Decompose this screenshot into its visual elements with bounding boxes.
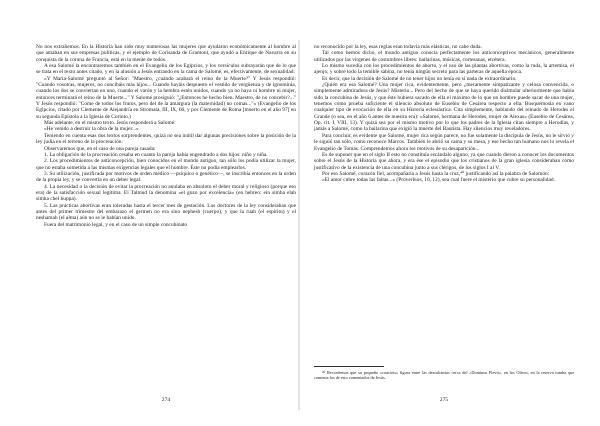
paragraph: no reconocido por la ley, esas reglas eran todavía más elásticas, no cabe duda. <box>314 44 482 50</box>
paragraph: «He venido a destruir la obra de la mujer...» <box>44 126 139 133</box>
paragraph: Más adelante, en el mismo texto. Jesús responderá a Salomé: <box>44 120 176 127</box>
footnote-text: ⁴⁰ Recordemos que su pequeño «courtois» figura entre las descubiertas cerca del «Dominus Flevit», en los Olivos, en la reserva tumba que comenta los de esto comentados de Jesús. <box>314 370 574 381</box>
paragraph: No nos extrañemos. En la Historia han sido muy numerosas las mujeres que ayudaron económicamente al hombre al que amaban en sus empresas políticas, y el ejemplo de Corisanda de Gramont, que ayudó a Enrique de Navarra en su conquista de la corona de Francia, está en la mente de todos. <box>36 44 296 63</box>
left-page-body <box>36 44 296 228</box>
right-page-body <box>314 44 574 344</box>
paragraph: Tal como hemos dicho, el mundo antiguo conocía perfectamente los anticonceptivos mecánicos, generalmente utilizados por las vírgenes de costumbres libres: bailarinas, músicas, cortesanas, etcétera. <box>314 50 574 63</box>
paragraph: Teniendo en cuenta esas dos textos sorprendentes, quizá no sea inútil dar algunas precisiones sobre la posición de la ley judía en el terreno de la procreación: <box>36 132 296 146</box>
paragraph: Es de suponer que en el siglo II esto no constituía escándalo alguno, ya que cuando dieron a conocer los documentos sobre el Jesús de la Historia que ahora, y era ése el episodio que los cristianos de la gran iglesia consideraban como justificativo de la existencia de una concubina junto a sus clérigos, de los siglos I al V. <box>314 151 574 171</box>
paragraph: 3. Su utilización, justificada por motivos de orden médico —psíquico o genético—, se inscribía entonces en la orden de la propia ley, y se convertía en un deber legal. <box>36 170 296 184</box>
right-page <box>314 44 574 404</box>
paragraph: 1. La obligación de la procreación cesaba en cuanto la pareja había engendrado a dos hijos: niño y niña. <box>44 151 268 158</box>
book-gutter <box>298 40 300 410</box>
paragraph: ¿Quién era esa Salomé? Una mujer rica, evidentemente, pero ¿meramente simpatizante y celosa convencida, o simplemente admiradora de Jesús? Misterio... Pero del hecho de que se haya querido disimular ulteriormente que había sido la concubina de Jesús, y que éste hubiera sacado de ella el máximo de lo que un hombre puede sacar de una mujer, tenemos como prueba suficiente el silencio absoluto de Eusebio de Cesárea respecto a ella. Busquémosla en vano cualquier tipo de evocación de ella en su Historia eclesiástica. Cita simplemente, hablando del reinado de Herodes el Grande (o sea, en el año 6 antes de nuestra era): «Salomé, hermana de Herodes, mujer de Alexas» (Eusebio de Cesárea, Op. cit. I, VIII, 13). Y quizá sea por el mismo motivo por lo que los padres de la Iglesia citan siempre a Herodías, y jamás a Salomé, como la bailarina que exigió la muerte del Bautista. Hay silencios muy reveladores. <box>314 82 574 133</box>
paragraph: Es decir, que la decisión de Salomé de no tener hijos no tenía en sí nada de extraordinario. <box>322 75 517 82</box>
left-page <box>36 44 296 404</box>
footnote-rule <box>314 366 384 367</box>
paragraph: 2. Los procedimientos de anticoncepción, bien conocidos en el mundo antiguo, tan sólo los podía utilizar la mujer, que no estaba sometida a las mismas exigencias legales que el hombre. Éste no podía emplearlos. <box>36 158 296 171</box>
paragraph: 5. Las prácticas abortivas eran toleradas hasta el tercer mes de gestación. Los doctores de la ley consideraban que antes del primer trimestre del embarazo el germen no era sino nephesh (cuerpo), y que la ruah (el espíritu) y el neshamah (el alma) aún no se le habían unido. <box>36 202 296 222</box>
paragraph: Lo mismo sucedía con los procedimientos de aborto, y el uso de las plantas abortivas, como la ruda, la artemisa, el ajenjo, y sobre todo la temible sabina, no tenía ningún secreto para las parteras de aquella época. <box>314 63 574 76</box>
paragraph: A esa Salomé la encontraremos también en el Evangelio de los Egipcios, y los versículos subrayarán que de lo que se trata en el texto antes citado, y en la alusión a Jesús entrando en la cama de Salomé, es, efectivamente, de sexualidad: <box>36 63 296 76</box>
paragraph: Por eso Salomé, corazón fiel, acompañaría a Jesús hasta la cruz,⁴⁰ justificando así la palabra de Salomón: <box>322 170 550 177</box>
paragraph: Fuera del matrimonio legal, y en el caso de un simple concubinato <box>44 221 188 228</box>
paragraph: Para concluir, es evidente que Salomé, mujer rica según parece, no fue solamente la discípula de Jesús, no le sirvió y le siguió tan sólo, como reconoce Marcos. También le abrió su cama y su mesa, y ese hecho tan humano nos lo revela el Evangelio de Tomás. Comprendemos ahora los motivos de su desaparición... <box>314 132 574 152</box>
left-page-number: 274 <box>161 397 171 403</box>
paragraph: «Y María-Salomé preguntó al Señor: "Maestro, ¿cuándo acabará el reino de la Muerte?" Y Jesús respondió: "Cuando vosotras, mujeres, no concibáis más hijos... Cuando hayáis despuesto el vestido de vergüenza y de ignominia, cuando los dos se conviertan en uno, cuando el varón y la hembra estén unidos, cuando ya no haya ni hombre ni mujer, entonces terminará el reino de la Muerte..." Y Salomé prosiguió: "¿Entonces he hecho bien. Maestro, de no concebir?..." Y Jesús respondió: "Come de todos los frutos, pero del de la amargura (la maternidad) no comas..."» (Evangelio de los Egipcios, citado por Clemente de Alejandría en Stromata, III, IX, 66, y por Clemente de Roma [muerto en el año 97] en su segunda Epístola a la Iglesia de Corinto.) <box>36 75 296 120</box>
right-page-number: 275 <box>439 397 449 403</box>
paragraph: «El amor cubre todas las faltas...» (Proverbios, 10, 12), sea cual fuere el misterio que cubre su personalidad. <box>322 177 555 184</box>
footnote <box>314 370 574 380</box>
paragraph: Observaremos que, en el caso de una pareja casada: <box>44 145 156 152</box>
paragraph: 4. La necesidad o la decisión de evitar la procreación no anulaba en absoluto el deber moral y religioso (porque eso era) de la satisfacción sexual legítima. El Talmud la denomina «el gozo por excelencia» (en hebreo: ein simha elah simha chel huppa). <box>36 183 296 203</box>
